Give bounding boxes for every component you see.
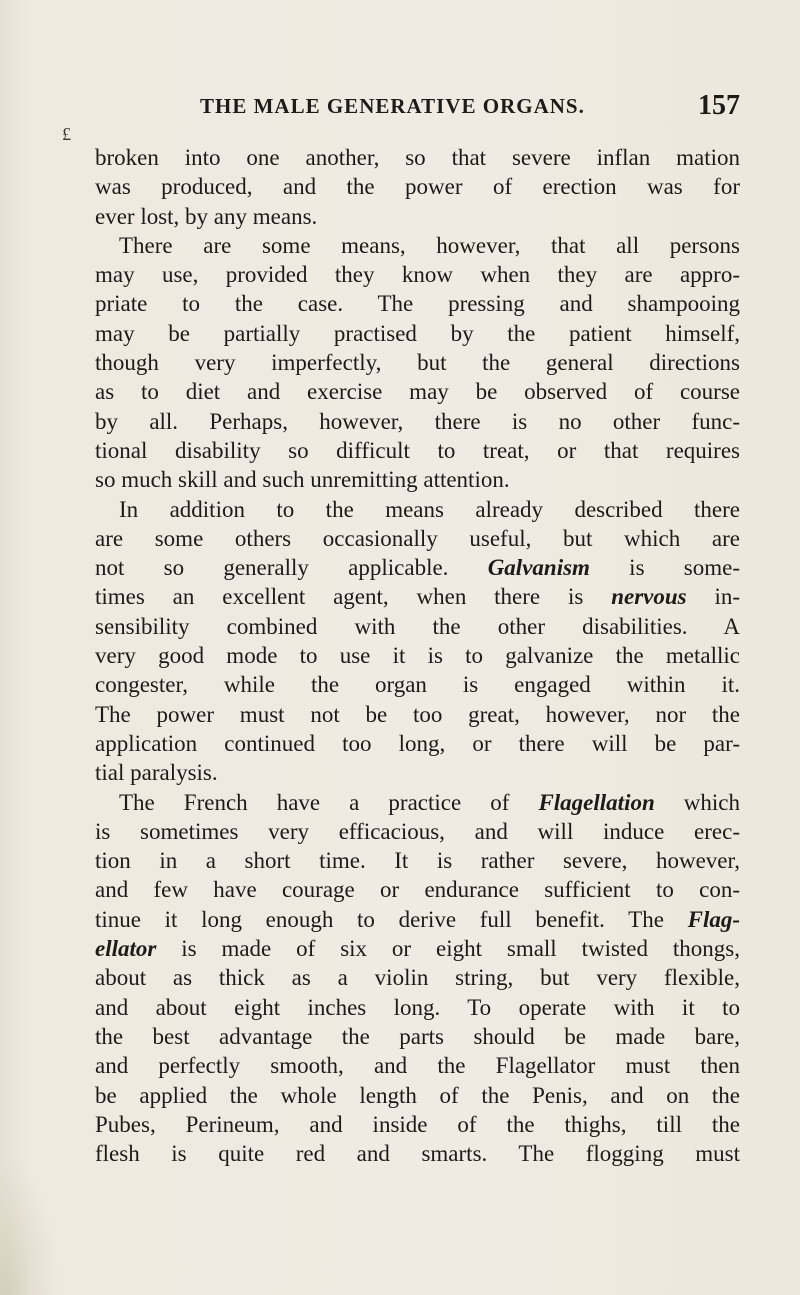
text-segment: Pubes, Perineum, and inside of the thighs, till the — [95, 1111, 740, 1137]
text-line — [95, 641, 740, 670]
text-segment: about as thick as a violin string, but very flexible, — [95, 965, 740, 991]
text-segment: tion in a short time. It is rather severe, however, — [95, 848, 740, 874]
text-line — [95, 934, 740, 963]
text-line — [95, 905, 740, 934]
text-line — [95, 1139, 740, 1168]
text-line — [95, 817, 740, 846]
text-line — [95, 1051, 740, 1080]
text-segment: be applied the whole length of the Penis, and on the — [95, 1082, 740, 1108]
text-line — [95, 1110, 740, 1139]
text-segment: and about eight inches long. To operate with it to — [95, 994, 740, 1020]
text-segment: is sometimes very efficacious, and will induce erec- — [95, 818, 740, 844]
italic-term: Flagellation — [538, 789, 655, 815]
text-line — [95, 172, 740, 201]
text-segment: priate to the case. The pressing and shampooing — [95, 291, 740, 317]
text-line — [95, 289, 740, 318]
text-segment: times an excellent agent, when there is — [95, 584, 612, 610]
text-line — [95, 729, 740, 758]
text-line — [95, 495, 740, 524]
text-segment: broken into one another, so that severe inflan mation — [95, 145, 740, 170]
text-segment: is made of six or eight small twisted thongs, — [156, 936, 740, 962]
text-segment: as to diet and exercise may be observed of course — [95, 379, 740, 405]
text-segment: by all. Perhaps, however, there is no other func- — [95, 408, 740, 434]
text-segment: the best advantage the parts should be made bare, — [95, 1023, 740, 1049]
text-segment: which — [654, 789, 740, 815]
text-line — [95, 348, 740, 377]
text-line — [95, 143, 740, 172]
page-header — [200, 90, 740, 124]
text-segment: application continued too long, or there will be par- — [95, 730, 740, 756]
text-segment: and few have courage or endurance sufficient to con- — [95, 877, 740, 903]
text-segment: was produced, and the power of erection was for — [95, 174, 740, 200]
text-line — [95, 377, 740, 406]
text-segment: are some others occasionally useful, but which are — [95, 525, 740, 551]
text-line — [95, 260, 740, 289]
running-title: THE MALE GENERATIVE ORGANS. — [200, 94, 585, 118]
text-line — [95, 670, 740, 699]
text-line — [95, 612, 740, 641]
italic-term: ellator — [95, 936, 157, 962]
text-line — [95, 846, 740, 875]
text-line — [95, 700, 740, 729]
text-line — [95, 1022, 740, 1051]
text-line — [95, 875, 740, 904]
text-line — [95, 436, 740, 465]
text-segment: so much skill and such unremitting attention. — [95, 467, 510, 493]
text-segment: may be partially practised by the patient himself, — [95, 320, 740, 346]
text-line — [95, 788, 740, 817]
margin-mark: £ — [62, 124, 71, 144]
text-segment: may use, provided they know when they are appro- — [95, 262, 740, 288]
text-line — [95, 758, 740, 787]
text-segment: not so generally applicable. — [95, 555, 488, 581]
text-segment: very good mode to use it is to galvanize the metallic — [95, 643, 740, 669]
text-line — [95, 465, 740, 494]
text-line — [95, 319, 740, 348]
italic-term: Flag- — [687, 906, 740, 932]
text-segment: The French have a practice of — [119, 789, 539, 815]
text-segment: In addition to the means already described there — [119, 496, 740, 522]
text-line — [95, 963, 740, 992]
text-line — [95, 553, 740, 582]
italic-term: Galvanism — [487, 555, 590, 581]
text-segment: The power must not be too great, however, nor the — [95, 701, 740, 727]
text-segment: tional disability so difficult to treat, or that requires — [95, 437, 740, 463]
text-line — [95, 1081, 740, 1110]
text-segment: tinue it long enough to derive full benefit. The — [95, 906, 688, 932]
text-line — [95, 407, 740, 436]
body-text — [95, 143, 740, 1168]
text-segment: There are some means, however, that all persons — [119, 232, 740, 258]
text-segment: in- — [686, 584, 740, 610]
text-segment: sensibility combined with the other disabilities. A — [95, 613, 740, 639]
page-number: 157 — [698, 90, 740, 121]
text-segment: though very imperfectly, but the general directions — [95, 350, 740, 376]
text-segment: congester, while the organ is engaged within it. — [95, 672, 740, 698]
text-segment: tial paralysis. — [95, 760, 218, 786]
text-line — [95, 993, 740, 1022]
text-line — [95, 524, 740, 553]
text-line — [95, 582, 740, 611]
italic-term: nervous — [611, 584, 687, 610]
text-segment: and perfectly smooth, and the Flagellator must then — [95, 1053, 740, 1079]
text-segment: is some- — [589, 555, 740, 581]
page-stain — [0, 1155, 60, 1295]
text-line — [95, 231, 740, 260]
text-segment: flesh is quite red and smarts. The flogging must — [95, 1141, 740, 1167]
text-line — [95, 202, 740, 231]
text-segment: ever lost, by any means. — [95, 203, 318, 229]
